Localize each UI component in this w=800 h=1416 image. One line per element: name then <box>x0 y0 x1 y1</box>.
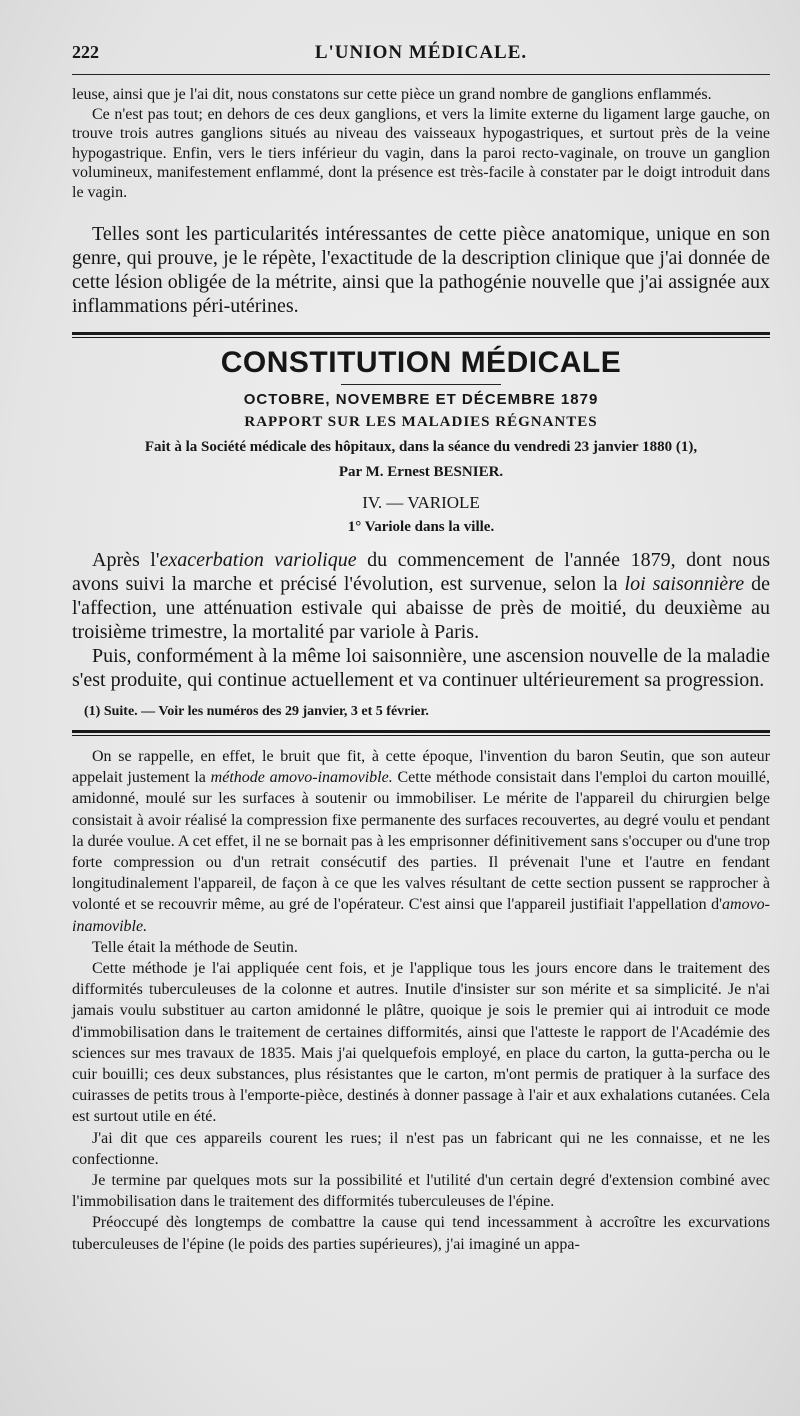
text-run: Après l' <box>92 549 160 571</box>
text-run: Cette méthode consistait dans l'emploi du carton mouillé, amidonné, moulé sur les surfaces à soutenir ou immobiliser. Le mérite de l'appareil du chirurgien belge consistait à avoir réalisé la compression fixe permanente des surfaces recouvertes, au degré voulu et pendant la durée voulue. A cet effet, il ne se bornait pas à les emprisonner définitivement sans s'occuper ou d'une trop forte compression ou d'un retrait consécutif des parties. Il prévenait l'une et l'autre en fendant longitudinalement l'appareil, de façon à ce que les valves résultant de cette section pussent se rapprocher à volonté et se recouvrir même, au gré de l'opérateur. C'est ainsi que l'appareil justifiait l'appellation d' <box>72 769 771 914</box>
journal-title: L'UNION MÉDICALE. <box>314 42 528 63</box>
text-run: On se rappelle, en effet, le bruit que fit, à cette époque, l'invention du baron Seutin, que son auteur appelait justement la <box>72 748 770 787</box>
text-run: de l'affection, une atténuation estivale qui abaisse de près de moitié, du deuxième au troisième trimestre, la mortalité par variole à Paris. <box>72 573 770 643</box>
subchapter-heading: 1° Variole dans la ville. <box>347 519 495 535</box>
paragraph <box>72 548 770 644</box>
emphasis: loi saisonnière <box>624 573 745 595</box>
feuilleton-text <box>72 746 770 1255</box>
text-run: du commencement de l'année 1879, dont nous avons suivi la marche et précisé l'évolution, est survenue, selon la <box>72 549 770 595</box>
feuilleton-rule <box>72 730 770 736</box>
conclusion <box>72 222 770 318</box>
report-meta: Fait à la Société médicale des hôpitaux, dans la séance du vendredi 23 janvier 1880 (1), <box>144 439 698 455</box>
paragraph: Puis, conformément à la même loi saisonnière, une ascension nouvelle de la maladie s'est produite, qui continue actuellement et va continuer ultérieurement sa progression. <box>72 645 770 691</box>
section-rule <box>72 332 770 338</box>
report-author: Par M. Ernest BESNIER. <box>338 464 504 480</box>
header-rule <box>72 74 770 75</box>
footnote: (1) Suite. — Voir les numéros des 29 janvier, 3 et 5 février. <box>84 704 429 719</box>
report-period: OCTOBRE, NOVEMBRE ET DÉCEMBRE 1879 <box>243 391 599 408</box>
report-title: RAPPORT SUR LES MALADIES RÉGNANTES <box>244 414 598 430</box>
running-head <box>72 42 770 68</box>
paragraph: leuse, ainsi que je l'ai dit, nous constatons sur cette pièce un grand nombre de ganglions enflammés. <box>72 86 712 103</box>
paragraph <box>72 746 770 937</box>
paragraph: Cette méthode je l'ai appliquée cent fois, et je l'applique tous les jours encore dans le traitement des difformités tuberculeuses de la colonne et autres. Inutile d'insister sur son mérite et sa simplicité. Je n'ai jamais voulu substituer au carton amidonné le plâtre, quoique je sois le premier qui ai introduit ce mode d'immobilisation dans le traitement de certaines difformités, ainsi que l'atteste le rapport de l'Académie des sciences sur mes travaux de 1835. Mais j'ai quelquefois employé, en place du carton, la gutta-percha ou le cuir bouilli; ces deux substances, plus résistantes que le carton, m'ont permis de pratiquer à la surface des cuirasses de petits trous à l'emporte-pièce, destinés à donner passage à l'air et aux exhalations cutanées. Cela est surtout utile en été. <box>72 960 770 1126</box>
emphasis: amovo-inamovible. <box>72 896 770 935</box>
chapter-heading: IV. — VARIOLE <box>362 493 480 512</box>
continued-article <box>72 85 770 202</box>
paragraph: Ce n'est pas tout; en dehors de ces deux ganglions, et vers la limite externe du ligament large gauche, on trouve trois autres ganglions situés au niveau des vaisseaux hypogastriques, et surtout près de la veine hypogastrique. Enfin, vers le tiers inférieur du vagin, dans la paroi recto-vaginale, on trouve un ganglion volumineux, manifestement enflammé, dont la présence est très-facile à constater par le doigt introduit dans le vagin. <box>72 105 770 201</box>
paragraph: Telle était la méthode de Seutin. <box>92 938 298 956</box>
page-number: 222 <box>72 42 99 62</box>
paragraph: Telles sont les particularités intéressantes de cette pièce anatomique, unique en son genre, qui prouve, je le répète, l'exactitude de la description clinique que j'ai donnée de cette lésion obligée de la métrite, ainsi que la pathogénie nouvelle que j'ai assignée aux inflammations péri-utérines. <box>72 223 770 317</box>
emphasis: méthode amovo-inamovible. <box>210 769 393 787</box>
paragraph: J'ai dit que ces appareils courent les rues; il n'est pas un fabricant qui ne les connaisse, et ne les confectionne. <box>72 1129 770 1168</box>
title-underline <box>341 384 501 385</box>
paragraph: Préoccupé dès longtemps de combattre la cause qui tend incessamment à accroître les excurvations tuberculeuses de l'épine (le poids des parties supérieures), j'ai imaginé un appa- <box>72 1214 770 1253</box>
section-title: CONSTITUTION MÉDICALE <box>220 346 622 379</box>
paragraph: Je termine par quelques mots sur la possibilité et l'utilité d'un certain degré d'extension combiné avec l'immobilisation dans le traitement des difformités tuberculeuses de l'épine. <box>72 1172 770 1211</box>
emphasis: exacerbation variolique <box>159 549 357 571</box>
variole-text <box>72 548 770 692</box>
